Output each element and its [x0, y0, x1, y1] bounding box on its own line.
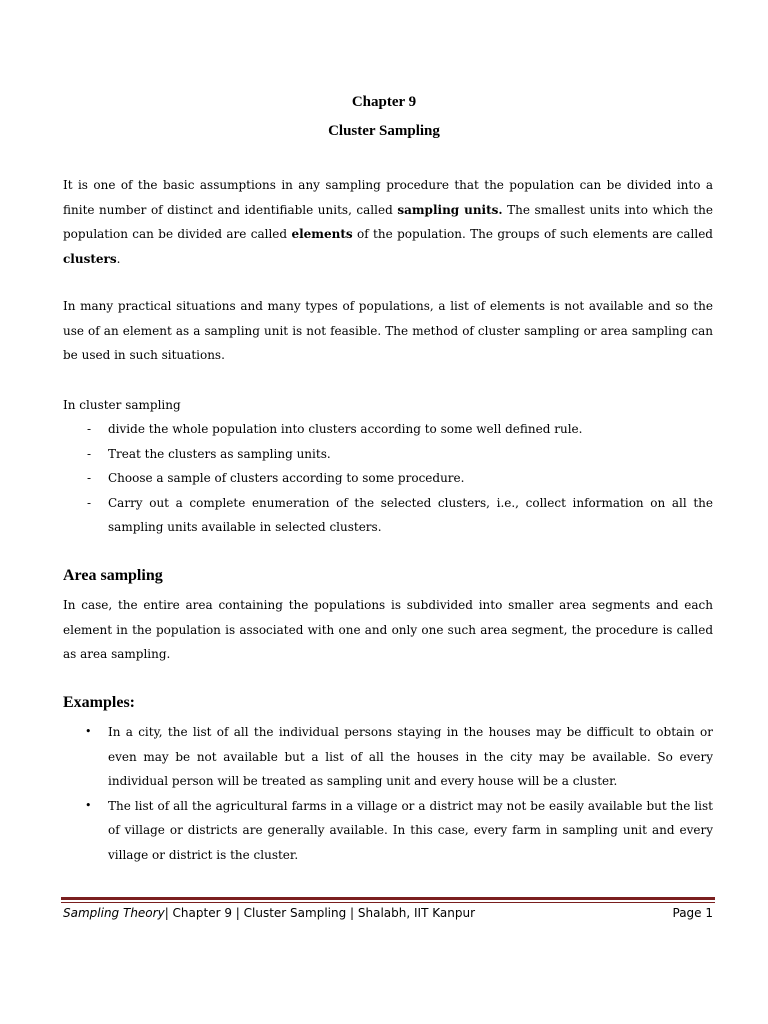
- footer-divider-thin: [61, 902, 715, 903]
- chapter-title: Cluster Sampling: [328, 123, 440, 139]
- dash-marker: -: [87, 495, 92, 510]
- practical-paragraph: In many practical situations and many types of populations, a list of elements is not available and so the use of an element as a sampling unit is not feasible. The method of cluster sampling or area sampling can be used in such situations.: [63, 299, 713, 362]
- dash-marker: -: [87, 422, 92, 436]
- bullet-icon: •: [85, 725, 92, 738]
- cluster-sampling-lead: In cluster sampling: [63, 398, 181, 412]
- dash-marker: -: [87, 446, 92, 461]
- bullet-icon: •: [85, 798, 92, 812]
- footer-title: [63, 906, 475, 920]
- examples-list: [63, 720, 713, 867]
- list-item: [63, 794, 713, 868]
- intro-text-1: It is one of the basic assumptions in any sampling procedure that the population can be divided into a finite number of distinct and identifiable units, called: [63, 178, 713, 217]
- intro-text-4: .: [116, 251, 121, 266]
- footer-book: Sampling Theory: [63, 906, 165, 920]
- list-item: [63, 466, 713, 491]
- page-number: Page 1: [672, 906, 713, 920]
- list-item-text: Treat the clusters as sampling units.: [108, 446, 331, 461]
- intro-paragraph: [63, 173, 713, 271]
- page-footer: [63, 906, 713, 920]
- list-item: [63, 442, 713, 467]
- term-clusters: clusters: [63, 251, 117, 266]
- examples-heading: Examples:: [63, 694, 135, 711]
- area-sampling-heading: Area sampling: [63, 567, 163, 584]
- intro-text-2: The smallest units into which the population can be divided are called: [63, 202, 714, 241]
- list-item-text: In a city, the list of all the individual persons staying in the houses may be difficult to obtain or even may be not available but a list of all the houses in the city may be available. So every individual person will be treated as sampling unit and every house will be a cluster.: [108, 725, 713, 788]
- footer-divider-thick: [61, 897, 715, 900]
- dash-marker: -: [87, 471, 92, 485]
- cluster-steps-list: [63, 417, 713, 540]
- list-item-text: Choose a sample of clusters according to some procedure.: [108, 471, 465, 485]
- list-item-text: divide the whole population into clusters according to some well defined rule.: [108, 422, 583, 436]
- footer-chapter-info: | Chapter 9 | Cluster Sampling | Shalabh, IIT Kanpur: [164, 906, 475, 920]
- area-sampling-paragraph: In case, the entire area containing the populations is subdivided into smaller area segments and each element in the population is associated with one and only one such area segment, the procedure is called as area sampling.: [63, 598, 713, 661]
- term-sampling-units: sampling units.: [397, 202, 503, 217]
- list-item-text: The list of all the agricultural farms in a village or a district may not be easily available but the list of village or districts are generally available. In this case, every farm in sampling unit and every village or district is the cluster.: [108, 798, 713, 862]
- list-item-text: Carry out a complete enumeration of the selected clusters, i.e., collect information on all the sampling units available in selected clusters.: [108, 495, 713, 534]
- list-item: [63, 720, 713, 794]
- term-elements: elements: [291, 227, 353, 241]
- list-item: [63, 417, 713, 442]
- intro-text-3: of the population. The groups of such elements are called: [352, 227, 713, 241]
- list-item: [63, 491, 713, 540]
- chapter-number: Chapter 9: [351, 94, 417, 110]
